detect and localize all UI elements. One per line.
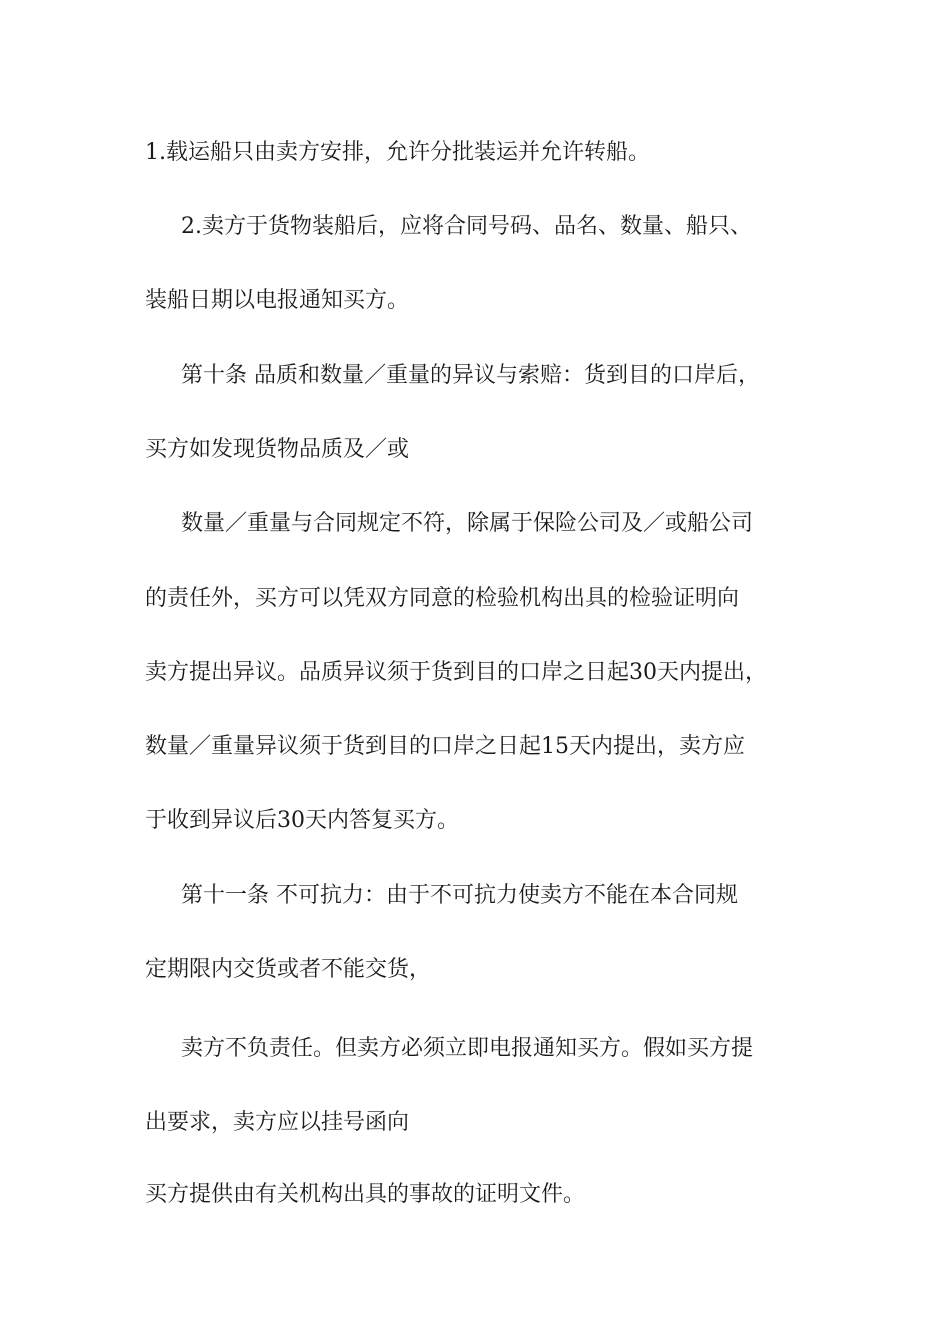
clause-10-text-5: 数量／重量异议须于货到目的口岸之日起15天内提出，卖方应 [145, 734, 745, 759]
clause-10-text-3: 的责任外，买方可以凭双方同意的检验机构出具的检验证明向 [145, 586, 740, 611]
clause-10-heading: 第十条 品质和数量／重量的异议与索赔：货到目的口岸后， [181, 363, 760, 388]
clause-11-text-2: 卖方不负责任。但卖方必须立即电报通知买方。假如买方提 [181, 1036, 754, 1061]
clause-10-text-2: 数量／重量与合同规定不符，除属于保险公司及／或船公司 [181, 511, 754, 536]
clause-10-text-1: 买方如发现货物品质及／或 [145, 437, 410, 462]
clause-11-text-3: 出要求，卖方应以挂号函向 [145, 1110, 410, 1135]
clause-11-text-4: 买方提供由有关机构出具的事故的证明文件。 [145, 1182, 586, 1207]
clause-11-text-1: 定期限内交货或者不能交货， [145, 957, 432, 982]
clause-9-item-2-continued: 装船日期以电报通知买方。 [145, 288, 410, 313]
clause-9-item-1: 1.载运船只由卖方安排，允许分批装运并允许转船。 [145, 140, 650, 165]
clause-9-item-2: 2.卖方于货物装船后，应将合同号码、品名、数量、船只、 [181, 214, 752, 239]
clause-11-heading: 第十一条 不可抗力：由于不可抗力使卖方不能在本合同规 [181, 883, 738, 908]
clause-10-text-6: 于收到异议后30天内答复买方。 [145, 808, 459, 833]
clause-10-text-4: 卖方提出异议。品质异议须于货到目的口岸之日起30天内提出， [145, 660, 767, 685]
